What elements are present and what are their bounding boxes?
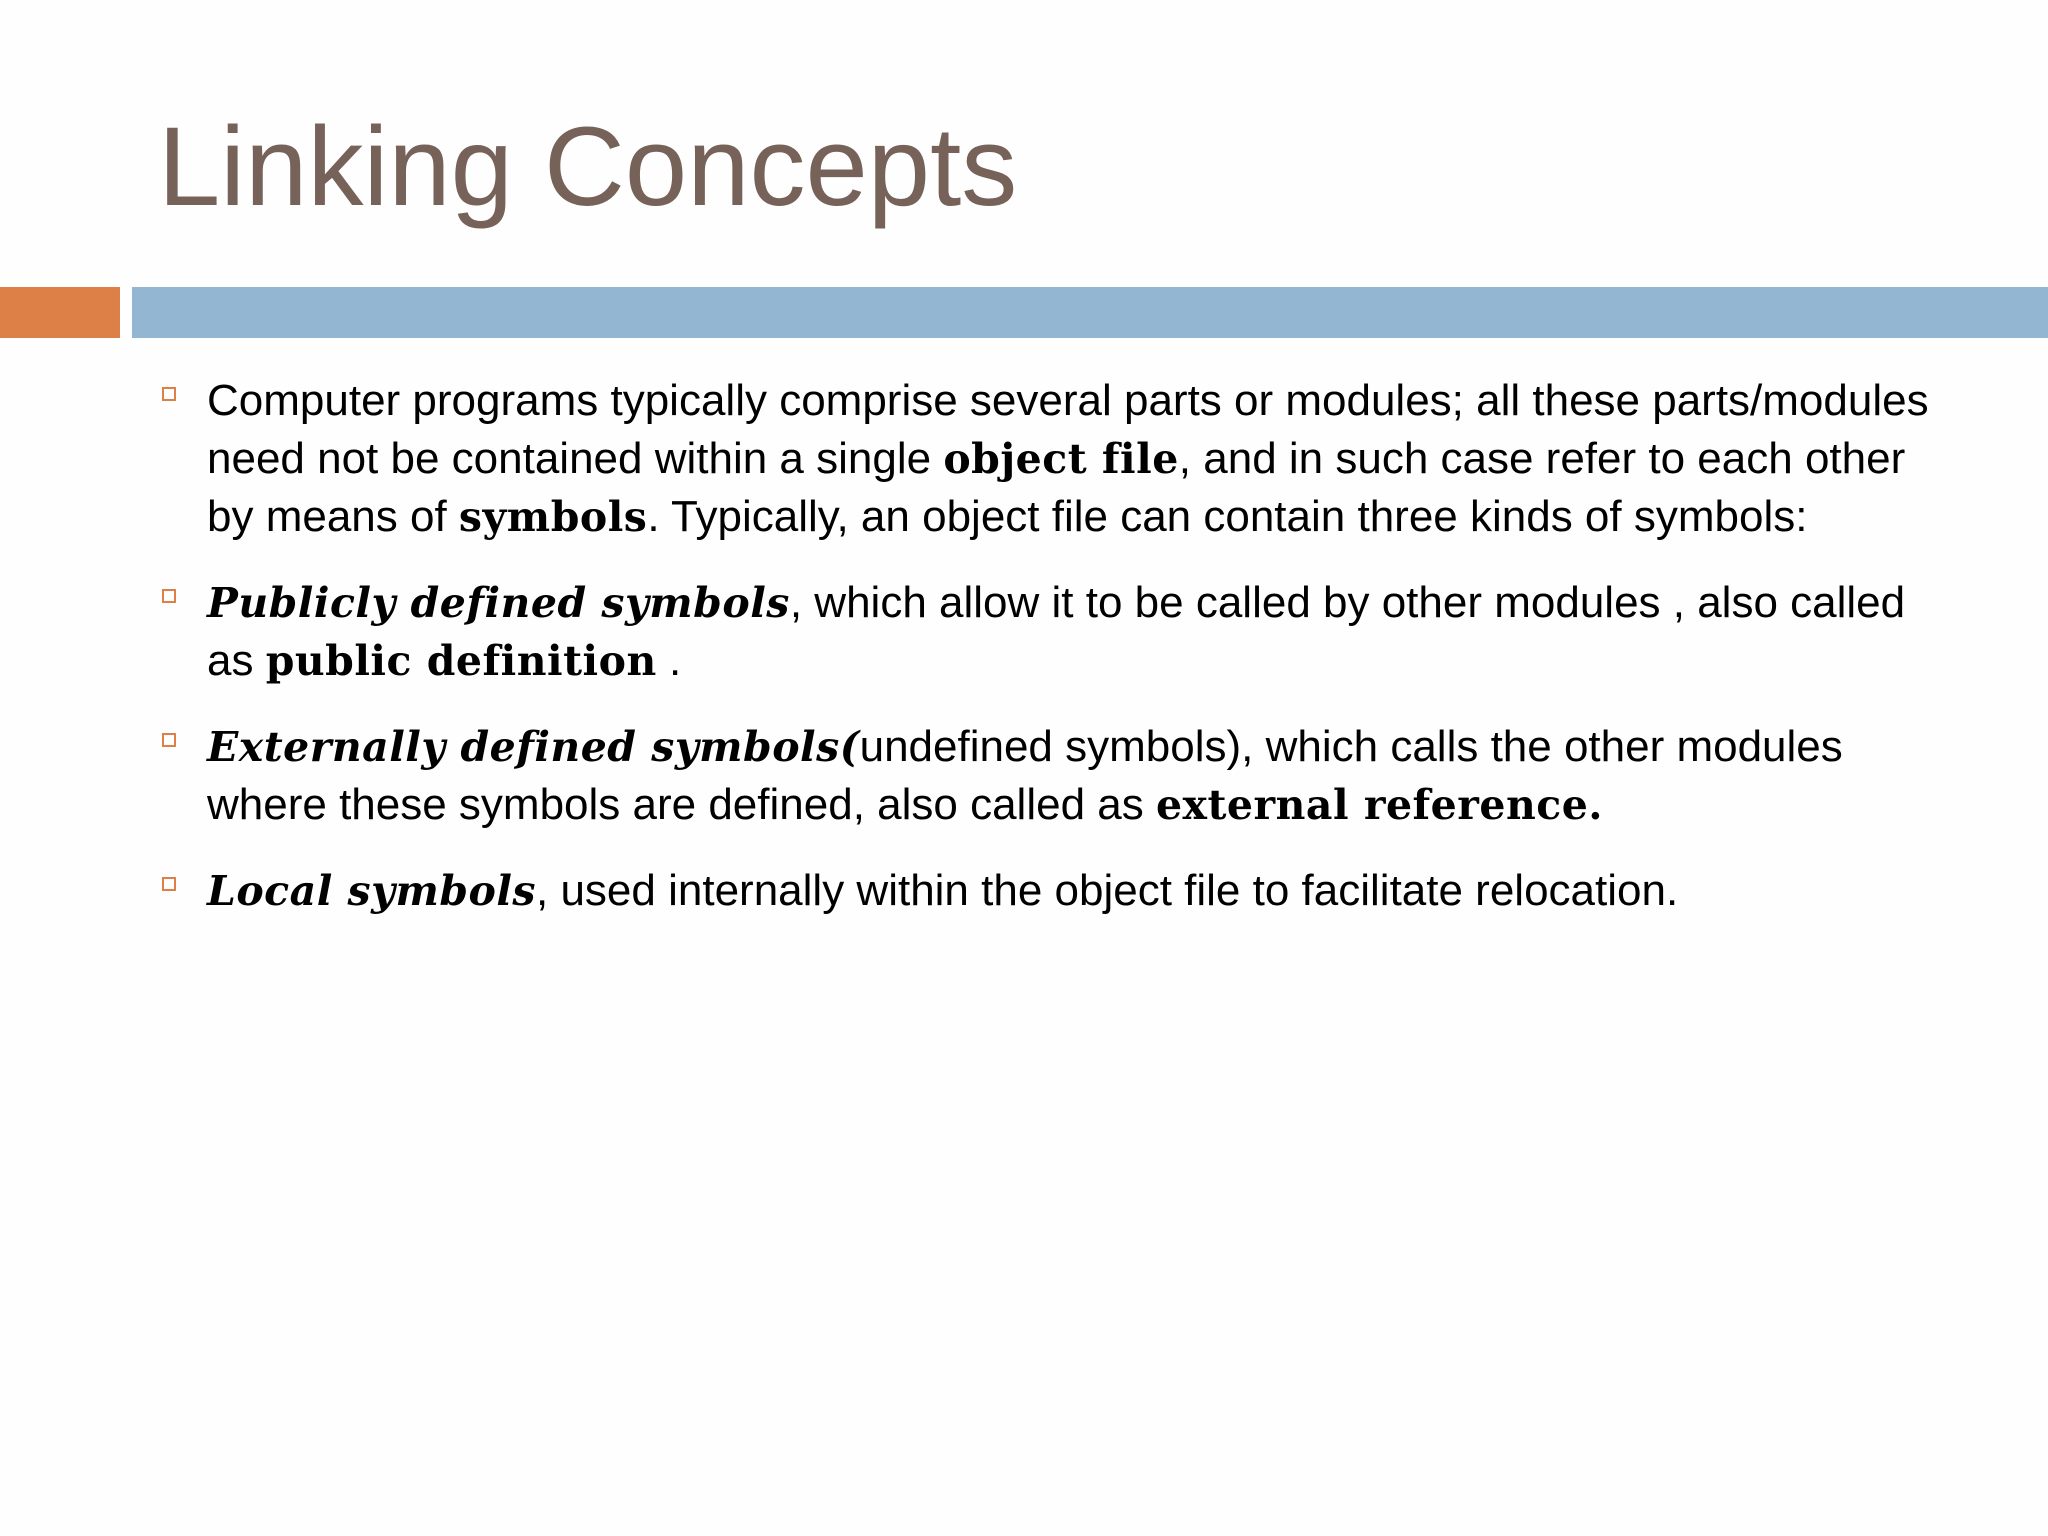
emphasis-externally-defined-symbols: Externally defined symbols(: [207, 723, 860, 771]
emphasis-object-file: object file: [943, 435, 1179, 483]
hollow-square-bullet-icon: [162, 877, 176, 891]
emphasis-public-definition: public definition: [265, 637, 657, 685]
bullet-text: undefined symbols), which calls the other modules where these symbols are defined, also called as: [207, 722, 1843, 829]
hollow-square-bullet-icon: [162, 589, 176, 603]
bullet-list: [158, 372, 1958, 948]
bullet-item-public-symbols: [158, 574, 1958, 690]
emphasis-publicly-defined-symbols: Publicly defined symbols: [207, 579, 790, 627]
bullet-text: Computer programs typically comprise several parts or modules; all these parts/modules need not be contained within a single: [207, 376, 1929, 483]
bullet-item-local-symbols: [158, 862, 1958, 920]
bullet-text: . Typically, an object file can contain three kinds of symbols:: [647, 492, 1808, 541]
accent-bar-orange: [0, 287, 120, 338]
bullet-text: , and in such case refer to each other by means of: [207, 434, 1906, 541]
hollow-square-bullet-icon: [162, 387, 176, 401]
emphasis-local-symbols: Local symbols: [207, 867, 537, 915]
bullet-item-intro: [158, 372, 1958, 546]
accent-bar-blue: [132, 287, 2048, 338]
bullet-text: .: [656, 636, 682, 685]
bullet-item-external-symbols: [158, 718, 1958, 834]
emphasis-symbols: symbols: [458, 493, 648, 541]
bullet-text: , used internally within the object file to facilitate relocation.: [536, 866, 1679, 915]
hollow-square-bullet-icon: [162, 733, 176, 747]
emphasis-external-reference: external reference.: [1155, 781, 1604, 829]
slide-title: Linking Concepts: [158, 104, 1018, 229]
bullet-text: , which allow it to be called by other modules , also called as: [207, 578, 1906, 685]
